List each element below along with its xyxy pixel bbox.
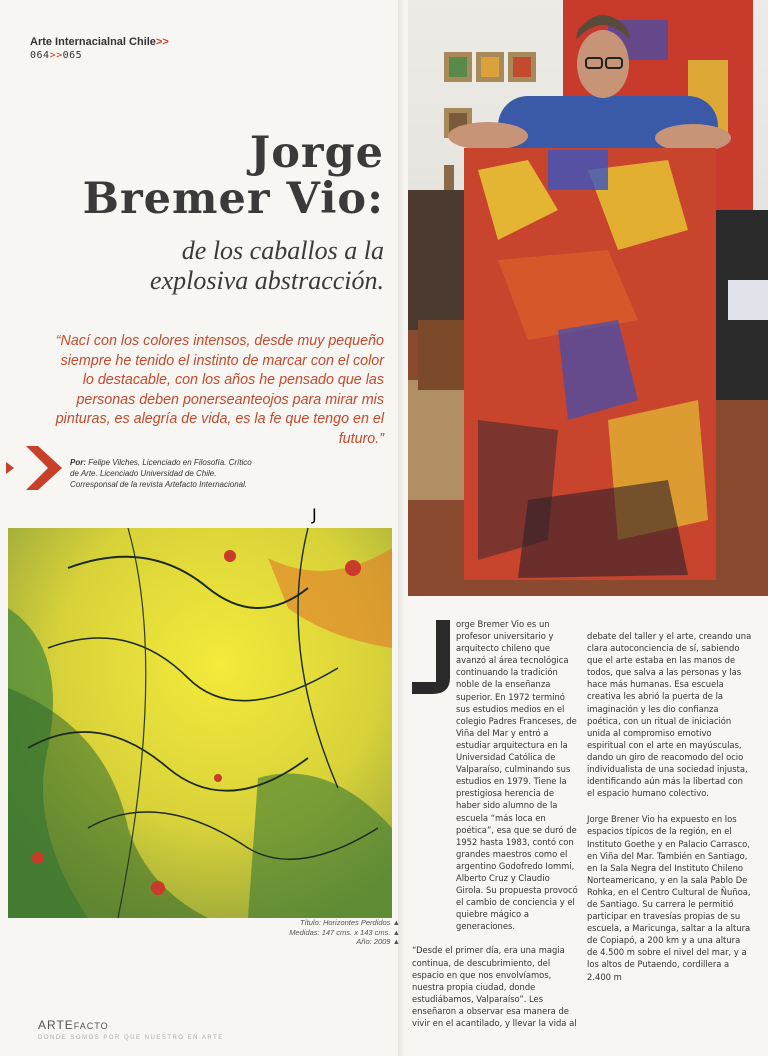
byline	[70, 458, 260, 490]
magazine-logo	[38, 1018, 109, 1032]
magazine-tagline: DONDE SOMOS POR QUE NUESTRO EN ARTE	[38, 1035, 224, 1041]
section-header	[30, 36, 169, 48]
article-column-1	[412, 618, 578, 1041]
svg-text:J: J	[312, 505, 317, 524]
caption-title: Título: Horizontes Perdidos ▲	[300, 918, 400, 927]
column-1-paragraph-2: “Desde el primer día, era una magia continua, de descubrimiento, del espacio en que nos envolvíamos, nuestra propia ciudad, donde estudiábamos, Valparaíso”. Les enseñaron a observar esa manera de vivir en el acantilado, y llevar la vida al	[412, 945, 577, 1028]
article-title	[83, 130, 384, 222]
subtitle-line-2: explosiva abstracción.	[150, 266, 384, 295]
byline-text: Felipe Vilches, Licenciado en Filosofía. Crítico de Arte. Licenciado Universidad de Chile. Corresponsal de la revista Artefacto Internacional.	[70, 458, 252, 489]
pull-quote: “Nací con los colores intensos, desde muy pequeño siempre he tenido el instinto de marcar con el color lo destacable, con los años he pensado que las personas deben ponerseanteojos para mirar mis pinturas, es alegría de vida, es la fe que tengo en el futuro.”	[55, 333, 384, 447]
artwork-caption	[250, 918, 400, 947]
page-arrows: >>	[49, 50, 63, 61]
article-column-2	[587, 630, 753, 995]
title-line-2: Bremer Vio:	[82, 174, 384, 224]
page-to: 065	[62, 50, 83, 61]
logo-art: ARTE	[38, 1018, 74, 1032]
page-from: 064	[30, 50, 50, 61]
logo-facto: FACTO	[73, 1021, 109, 1031]
title-line-1: Jorge	[249, 128, 384, 178]
section-arrows: >>	[155, 36, 169, 48]
caption-year: Año: 2009 ▲	[356, 937, 400, 946]
caption-measures: Medidas: 147 cms. x 143 cms. ▲	[289, 927, 400, 937]
column-2-paragraph-1: debate del taller y el arte, creando una clara autoconciencia de sí, sabiendo que el arte estaba en las manos de todos, que salva a las personas y las hace más humanas. Esa escuela creativa les abrió la puerta de la imaginación y les dio confianza poética, con un ritual de iniciación unida al compromiso emotivo espiritual con el arte en mayúsculas, dando un giro de reacomodo del ocio individualista de una sociedad injusta, identificando aún más la libertad con el espacio humano colectivo.	[587, 631, 752, 799]
page-fold	[398, 0, 404, 1056]
section-name: Arte Internacialnal Chile	[30, 36, 156, 48]
byline-label: Por:	[70, 458, 86, 467]
chevron-right-icon	[6, 446, 66, 490]
article-subtitle	[84, 236, 384, 296]
page-numbers	[30, 50, 82, 61]
artist-photo	[408, 0, 768, 596]
artwork-horizontes-perdidos	[8, 528, 392, 918]
subtitle-line-1: de los caballos a la	[181, 236, 384, 265]
column-1-paragraph-1: orge Bremer Vio es un profesor universitario y arquitecto chileno que avanzó al área tecnológica continuando la tradición noble de la enseñanza superior. En 1972 terminó sus estudios medios en el colegio Padres Franceses, de Viña del Mar y entró a estudiar arquitectura en la Universidad Católica de Valparaíso, culminando sus estudios en 1979. Tiene la prestigiosa herencia de haber sido alumno de la escuela “más loca en poética”, esa que se duró de 1952 hasta 1983, contó con grandes maestros como el argentino Godofredo Iommi, Alberto Cruz y Claudio Girola. Su propuesta provocó el cambio de conciencia y el quiebre mágico a generaciones.	[456, 619, 578, 932]
column-2-paragraph-2: Jorge Brener Vio ha expuesto en los espacios típicos de la región, en el Instituto Goethe y en Palacio Carrasco, en Viña del Mar. También en Santiago, en la Sala Negra del Instituto Chileno Norteamericano, y en la sala Pablo De Rohka, en el Centro Cultural de Ñuñoa, de Santiago. Su carrera le permitió participar en travesías propias de su escuela, a Maricunga, saltar a la altura de Copiapó, a 200 km y a una altura de 4.500 m sobre el nivel del mar, y a los altos de Putaendo, cordillera a 2.400 m	[587, 814, 751, 982]
